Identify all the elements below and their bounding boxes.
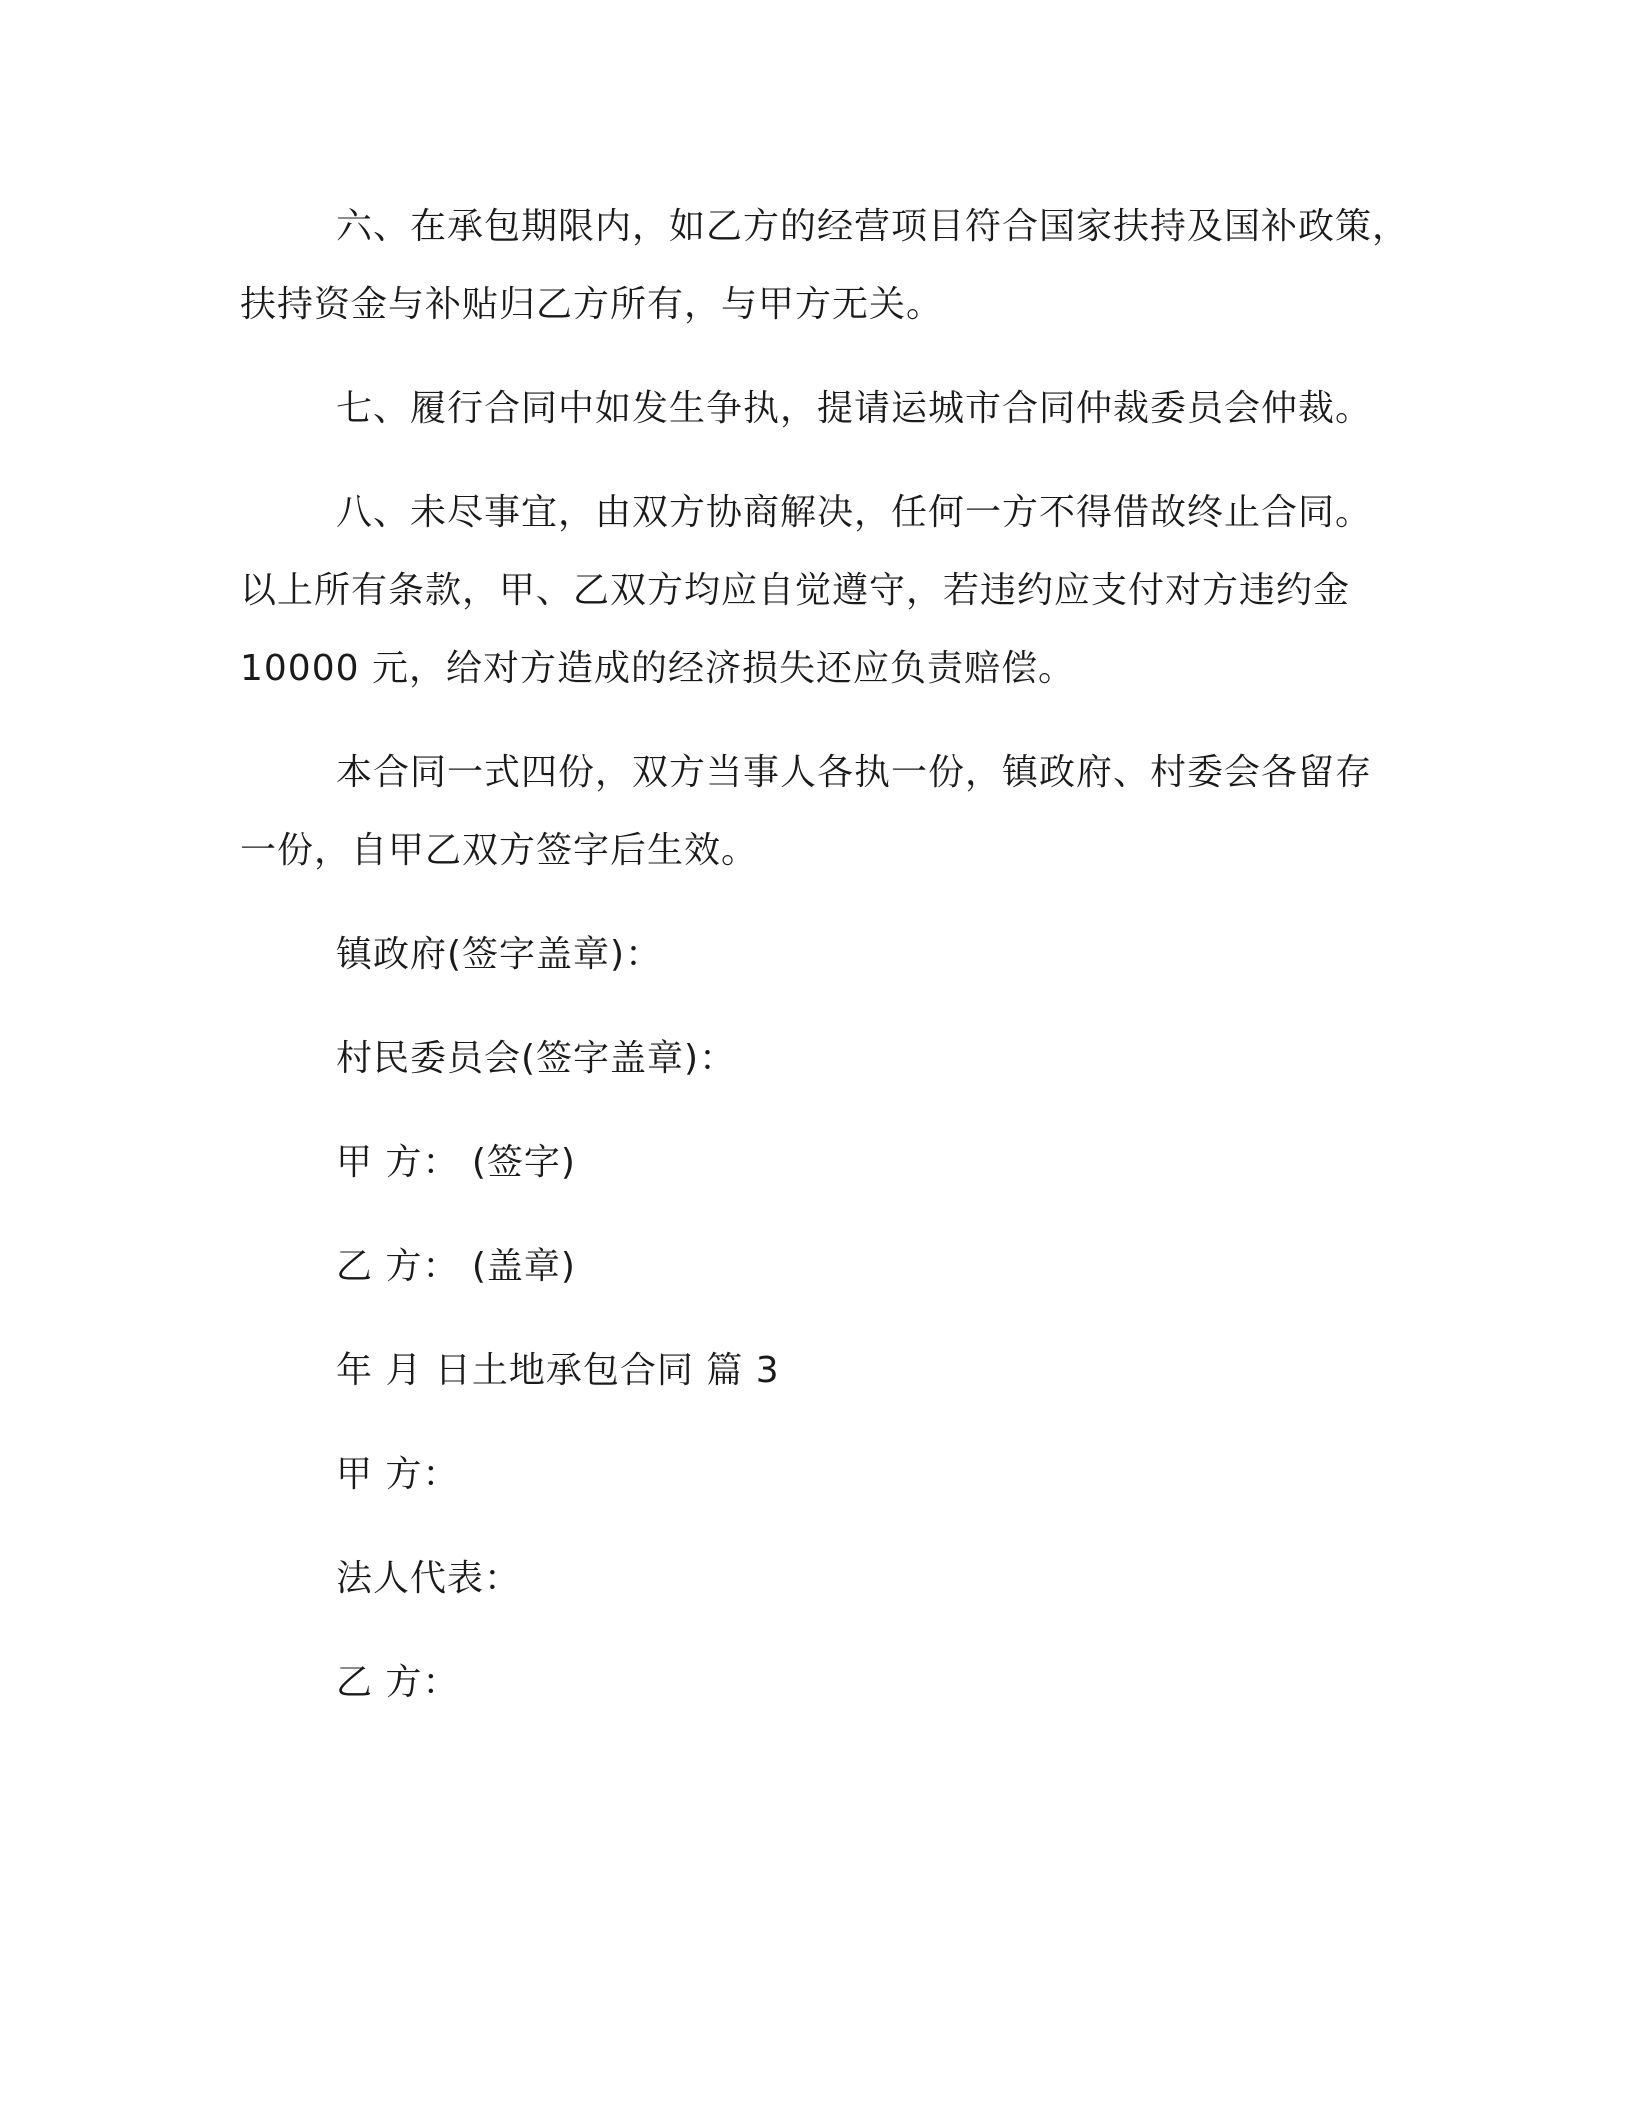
copies-clause-line-1: 本合同一式四份，双方当事人各执一份，镇政府、村委会各留存	[336, 752, 1373, 793]
town-government-signature	[240, 916, 1400, 994]
clause-6-line-2: 扶持资金与补贴归乙方所有，与甲方无关。	[240, 284, 944, 325]
copies-clause	[240, 734, 1400, 890]
party-b-seal	[240, 1228, 1400, 1306]
party-a-signature-label: 甲 方： (签字)	[336, 1142, 576, 1183]
clause-8	[240, 474, 1400, 708]
section-heading	[240, 1332, 1400, 1410]
village-committee-signature	[240, 1020, 1400, 1098]
village-committee-signature-label: 村民委员会(签字盖章)：	[336, 1038, 737, 1079]
legal-representative-field	[240, 1540, 1400, 1618]
party-b-field	[240, 1644, 1400, 1722]
clause-6-line-1: 六、在承包期限内，如乙方的经营项目符合国家扶持及国补政策，	[336, 206, 1410, 247]
party-a-signature	[240, 1124, 1400, 1202]
section-heading-text: 年 月 日土地承包合同 篇 3	[336, 1350, 780, 1391]
clause-7	[240, 370, 1400, 448]
clause-8-line-1: 八、未尽事宜，由双方协商解决，任何一方不得借故终止合同。	[336, 492, 1373, 533]
copies-clause-line-2: 一份，自甲乙双方签字后生效。	[240, 830, 759, 871]
party-a-field	[240, 1436, 1400, 1514]
clause-8-line-3: 10000 元，给对方造成的经济损失还应负责赔偿。	[240, 648, 1075, 689]
legal-representative-field-label: 法人代表：	[336, 1558, 522, 1599]
party-a-field-label: 甲 方：	[336, 1454, 460, 1495]
document-body	[240, 188, 1410, 1722]
party-b-seal-label: 乙 方： (盖章)	[336, 1246, 576, 1287]
clause-8-line-2: 以上所有条款，甲、乙双方均应自觉遵守，若违约应支付对方违约金	[240, 570, 1351, 611]
clause-6	[240, 188, 1410, 344]
town-government-signature-label: 镇政府(签字盖章)：	[336, 934, 663, 975]
party-b-field-label: 乙 方：	[336, 1662, 460, 1703]
clause-7-line-1: 七、履行合同中如发生争执，提请运城市合同仲裁委员会仲裁。	[336, 388, 1373, 429]
